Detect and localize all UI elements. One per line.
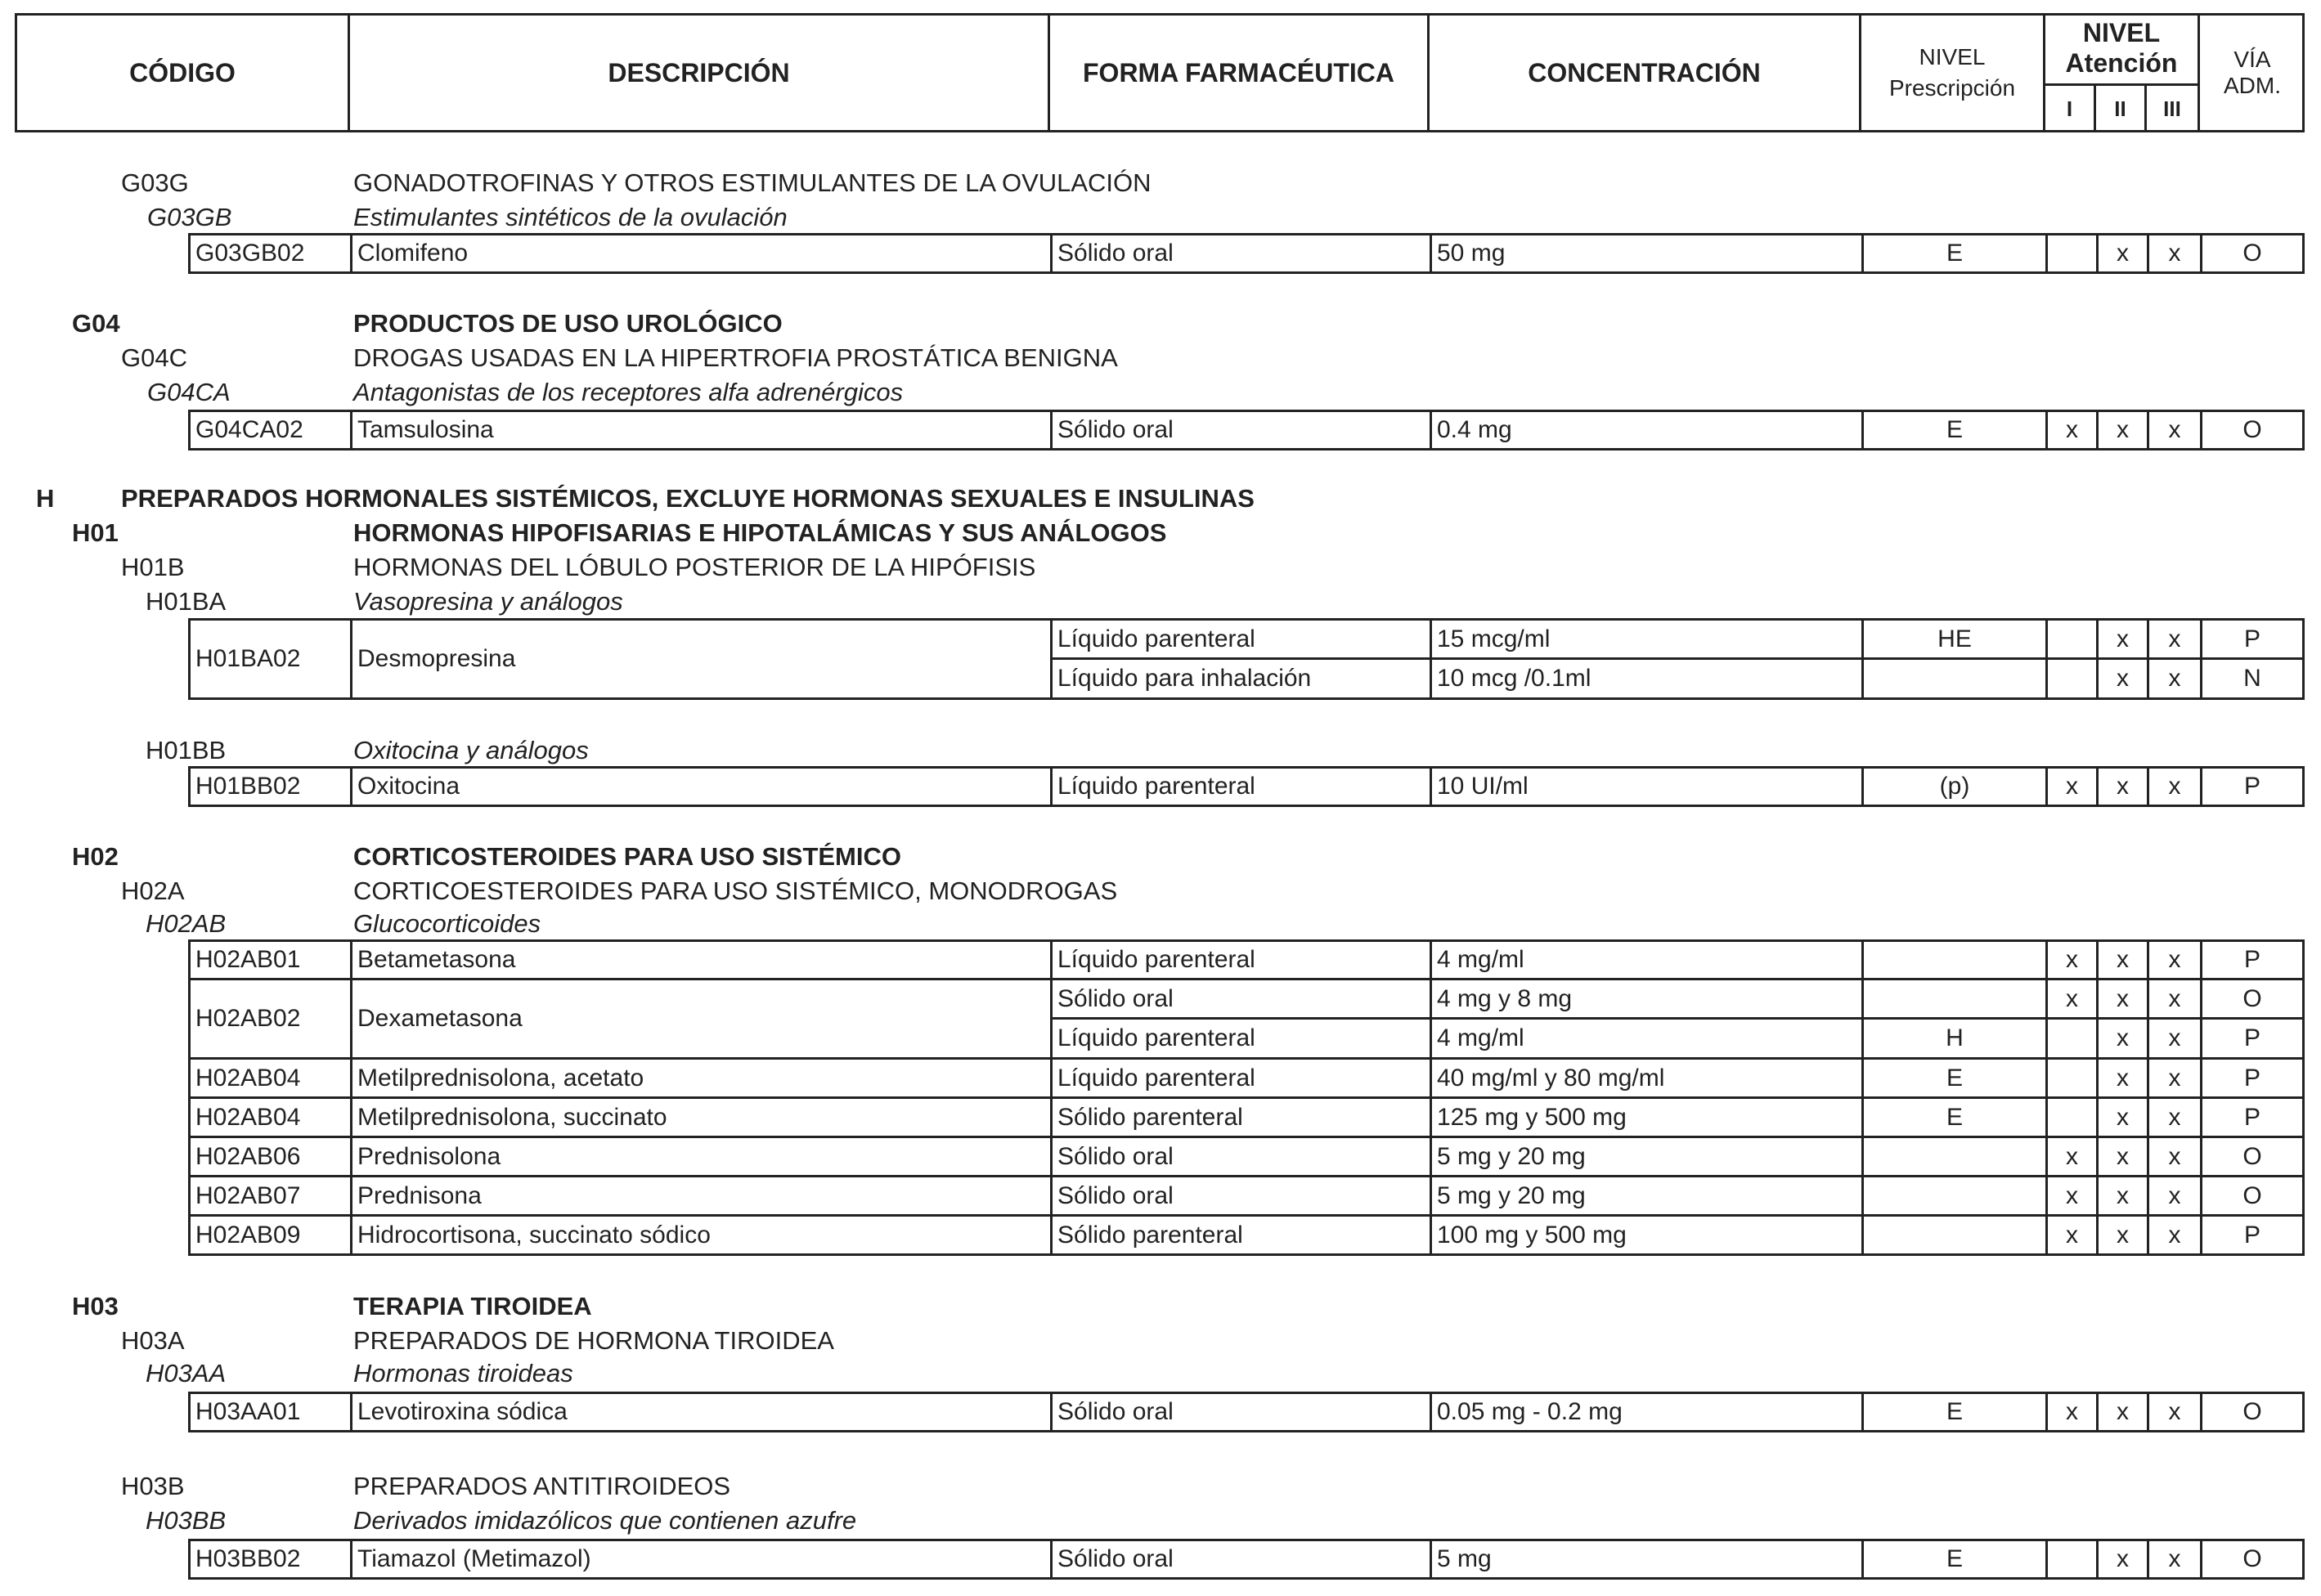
row-description: Hidrocortisona, succinato sódico: [350, 1217, 1050, 1253]
row-nivel-ii: x: [2096, 980, 2147, 1017]
section-title-h03b: PREPARADOS ANTITIROIDEOS: [353, 1472, 731, 1500]
row-nivel-i: [2045, 235, 2096, 271]
section-title-g04c: DROGAS USADAS EN LA HIPERTROFIA PROSTÁTICA BENIGNA: [353, 343, 1118, 372]
row-forma: Sólido oral: [1050, 1138, 1430, 1175]
row-nivel-prescripcion: [1861, 1217, 2045, 1253]
header-nivel-atencion-line2: Atención: [2065, 48, 2178, 78]
row-code: H02AB01: [195, 946, 301, 973]
section-title-g04: PRODUCTOS DE USO UROLÓGICO: [353, 309, 783, 338]
row-forma: Líquido parenteral: [1050, 942, 1430, 978]
header-codigo: CÓDIGO: [129, 57, 236, 87]
section-code-h03aa: H03AA: [146, 1359, 227, 1388]
row-nivel-i: x: [2045, 1138, 2096, 1175]
section-code-h01bb: H01BB: [146, 736, 227, 764]
row-nivel-iii: x: [2147, 1020, 2200, 1057]
section-code-h02: H02: [72, 842, 119, 871]
row-nivel-i: [2045, 1060, 2096, 1096]
header-concentracion: CONCENTRACIÓN: [1528, 57, 1761, 87]
row-forma: Líquido para inhalación: [1050, 660, 1430, 697]
header-nivel-ii: II: [2114, 96, 2126, 121]
section-code-h03: H03: [72, 1292, 119, 1320]
section-code-h03bb: H03BB: [146, 1506, 227, 1535]
row-nivel-ii: x: [2096, 412, 2147, 448]
row-description: Dexametasona: [350, 980, 1050, 1057]
row-nivel-prescripcion: [1861, 660, 2045, 697]
row-nivel-i: [2045, 1099, 2096, 1136]
row-nivel-prescripcion: E: [1861, 412, 2045, 448]
row-nivel-iii: x: [2147, 621, 2200, 657]
header-via-line2: ADM.: [2224, 73, 2281, 98]
section-title-h01ba: Vasopresina y análogos: [353, 587, 623, 616]
header-forma: FORMA FARMACÉUTICA: [1083, 57, 1394, 87]
row-nivel-prescripcion: [1861, 942, 2045, 978]
section-title-h02ab: Glucocorticoides: [353, 909, 541, 938]
row-nivel-prescripcion: E: [1861, 1060, 2045, 1096]
row-nivel-iii: x: [2147, 660, 2200, 697]
table-row: [188, 978, 2305, 1060]
row-concentracion: 5 mg y 20 mg: [1430, 1138, 1861, 1175]
row-nivel-ii: x: [2096, 1138, 2147, 1175]
row-nivel-iii: x: [2147, 980, 2200, 1017]
row-forma: Sólido oral: [1050, 980, 1430, 1017]
row-via: O: [2200, 1138, 2302, 1175]
row-via: P: [2200, 1020, 2302, 1057]
row-concentracion: 10 mcg /0.1ml: [1430, 660, 1861, 697]
row-nivel-i: [2045, 660, 2096, 697]
table-row: [188, 939, 2305, 980]
row-description: Levotiroxina sódica: [350, 1394, 1050, 1430]
section-title-g04ca: Antagonistas de los receptores alfa adrenérgicos: [353, 378, 904, 406]
header-nivel-prescripcion: [1861, 13, 2043, 132]
section-code-g04c: G04C: [121, 343, 187, 372]
row-nivel-i: x: [2045, 1217, 2096, 1253]
row-description: Metilprednisolona, acetato: [350, 1060, 1050, 1096]
row-forma: Sólido parenteral: [1050, 1099, 1430, 1136]
section-code-g03g: G03G: [121, 168, 189, 197]
row-concentracion: 100 mg y 500 mg: [1430, 1217, 1861, 1253]
section-code-h02ab: H02AB: [146, 909, 227, 938]
section-title-g03g: GONADOTROFINAS Y OTROS ESTIMULANTES DE LA OVULACIÓN: [353, 168, 1152, 197]
row-nivel-prescripcion: H: [1861, 1020, 2045, 1057]
row-code: H02AB04: [195, 1064, 301, 1092]
header-nivel-iii: III: [2163, 96, 2181, 121]
row-via: O: [2200, 980, 2302, 1017]
header-nivel-atencion: [2045, 13, 2198, 83]
row-concentracion: 5 mg: [1430, 1541, 1861, 1577]
section-title-h03a: PREPARADOS DE HORMONA TIROIDEA: [353, 1326, 834, 1355]
row-nivel-prescripcion: HE: [1861, 621, 2045, 657]
row-concentracion: 125 mg y 500 mg: [1430, 1099, 1861, 1136]
row-nivel-i: [2045, 621, 2096, 657]
row-nivel-i: x: [2045, 942, 2096, 978]
row-description: Oxitocina: [350, 769, 1050, 805]
row-code: H02AB07: [195, 1181, 301, 1209]
row-nivel-prescripcion: [1861, 1177, 2045, 1214]
table-row: [188, 1096, 2305, 1138]
row-nivel-iii: x: [2147, 1177, 2200, 1214]
section-code-h01b: H01B: [121, 553, 185, 581]
table-row: [188, 618, 2305, 700]
header-nivel-atencion-line1: NIVEL: [2082, 18, 2161, 47]
table-row: [188, 1175, 2305, 1217]
table-row: [188, 766, 2305, 807]
row-via: P: [2200, 769, 2302, 805]
row-nivel-iii: x: [2147, 1394, 2200, 1430]
row-concentracion: 0.05 mg - 0.2 mg: [1430, 1394, 1861, 1430]
row-forma: Líquido parenteral: [1050, 621, 1430, 657]
row-description: Prednisona: [350, 1177, 1050, 1214]
row-nivel-ii: x: [2096, 1060, 2147, 1096]
section-code-g04ca: G04CA: [147, 378, 231, 406]
row-forma: Sólido oral: [1050, 235, 1430, 271]
section-code-h: H: [36, 484, 55, 513]
row-nivel-i: x: [2045, 769, 2096, 805]
section-title-g03gb: Estimulantes sintéticos de la ovulación: [353, 203, 788, 231]
row-via: P: [2200, 942, 2302, 978]
row-via: O: [2200, 1541, 2302, 1577]
row-via: O: [2200, 1177, 2302, 1214]
row-code: G03GB02: [195, 240, 305, 267]
section-title-h01bb: Oxitocina y análogos: [353, 736, 589, 764]
row-nivel-iii: x: [2147, 1541, 2200, 1577]
row-nivel-iii: x: [2147, 235, 2200, 271]
row-forma: Líquido parenteral: [1050, 1020, 1430, 1057]
section-code-h03b: H03B: [121, 1472, 185, 1500]
row-nivel-prescripcion: (p): [1861, 769, 2045, 805]
row-description: Tamsulosina: [350, 412, 1050, 448]
row-nivel-ii: x: [2096, 660, 2147, 697]
row-code: G04CA02: [195, 416, 303, 443]
row-code: H03BB02: [195, 1545, 301, 1572]
row-nivel-iii: x: [2147, 1138, 2200, 1175]
row-concentracion: 40 mg/ml y 80 mg/ml: [1430, 1060, 1861, 1096]
row-concentracion: 10 UI/ml: [1430, 769, 1861, 805]
row-concentracion: 15 mcg/ml: [1430, 621, 1861, 657]
row-nivel-prescripcion: E: [1861, 1394, 2045, 1430]
row-nivel-prescripcion: [1861, 1138, 2045, 1175]
row-nivel-ii: x: [2096, 621, 2147, 657]
section-code-g04: G04: [72, 309, 120, 338]
table-row: [188, 1539, 2305, 1580]
row-nivel-iii: x: [2147, 942, 2200, 978]
row-description: Metilprednisolona, succinato: [350, 1099, 1050, 1136]
row-nivel-i: [2045, 1020, 2096, 1057]
row-description: Desmopresina: [350, 621, 1050, 697]
row-code: H02AB09: [195, 1221, 301, 1249]
section-title-h03bb: Derivados imidazólicos que contienen azufre: [353, 1506, 857, 1535]
row-nivel-i: x: [2045, 1394, 2096, 1430]
row-via: O: [2200, 412, 2302, 448]
row-forma: Sólido oral: [1050, 1177, 1430, 1214]
row-via: P: [2200, 621, 2302, 657]
section-code-h01ba: H01BA: [146, 587, 227, 616]
table-row: [188, 233, 2305, 274]
table-row: [188, 1392, 2305, 1432]
section-title-h03: TERAPIA TIROIDEA: [353, 1292, 592, 1320]
row-nivel-ii: x: [2096, 942, 2147, 978]
row-nivel-i: x: [2045, 1177, 2096, 1214]
row-concentracion: 50 mg: [1430, 235, 1861, 271]
row-nivel-ii: x: [2096, 1394, 2147, 1430]
row-description: Tiamazol (Metimazol): [350, 1541, 1050, 1577]
row-concentracion: 4 mg/ml: [1430, 942, 1861, 978]
table-row: [188, 410, 2305, 451]
row-nivel-ii: x: [2096, 1217, 2147, 1253]
row-code: H03AA01: [195, 1398, 301, 1425]
row-nivel-prescripcion: E: [1861, 1541, 2045, 1577]
row-forma: Sólido parenteral: [1050, 1217, 1430, 1253]
row-nivel-prescripcion: [1861, 980, 2045, 1017]
row-description: Clomifeno: [350, 235, 1050, 271]
row-forma: Líquido parenteral: [1050, 769, 1430, 805]
row-code: H02AB06: [195, 1142, 301, 1170]
header-nivel-i: I: [2066, 96, 2073, 121]
row-nivel-i: x: [2045, 980, 2096, 1017]
row-nivel-ii: x: [2096, 1099, 2147, 1136]
row-concentracion: 4 mg/ml: [1430, 1020, 1861, 1057]
row-via: P: [2200, 1217, 2302, 1253]
table-row: [188, 1057, 2305, 1099]
header-descripcion: DESCRIPCIÓN: [608, 57, 790, 87]
header-via-line1: VÍA: [2233, 47, 2271, 72]
row-nivel-ii: x: [2096, 1020, 2147, 1057]
row-forma: Sólido oral: [1050, 1394, 1430, 1430]
header-via-adm: [2200, 13, 2305, 132]
row-nivel-iii: x: [2147, 1217, 2200, 1253]
section-code-h02a: H02A: [121, 876, 185, 905]
row-nivel-i: [2045, 1541, 2096, 1577]
row-nivel-ii: x: [2096, 235, 2147, 271]
section-title-h01: HORMONAS HIPOFISARIAS E HIPOTALÁMICAS Y SUS ANÁLOGOS: [353, 518, 1167, 547]
row-nivel-ii: x: [2096, 1177, 2147, 1214]
row-code: H02AB02: [195, 1005, 301, 1032]
header-nivel-prescripcion-line1: NIVEL: [1919, 44, 1986, 69]
row-forma: Líquido parenteral: [1050, 1060, 1430, 1096]
row-description: Prednisolona: [350, 1138, 1050, 1175]
row-forma: Sólido oral: [1050, 1541, 1430, 1577]
row-via: O: [2200, 235, 2302, 271]
row-concentracion: 0.4 mg: [1430, 412, 1861, 448]
section-title-h02a: CORTICOESTEROIDES PARA USO SISTÉMICO, MONODROGAS: [353, 876, 1118, 905]
row-code: H02AB04: [195, 1103, 301, 1131]
row-nivel-iii: x: [2147, 1060, 2200, 1096]
row-nivel-ii: x: [2096, 1541, 2147, 1577]
row-concentracion: 4 mg y 8 mg: [1430, 980, 1861, 1017]
section-code-g03gb: G03GB: [147, 203, 232, 231]
row-via: N: [2200, 660, 2302, 697]
table-row: [188, 1214, 2305, 1256]
section-title-h: PREPARADOS HORMONALES SISTÉMICOS, EXCLUYE HORMONAS SEXUALES E INSULINAS: [121, 484, 1255, 513]
row-nivel-iii: x: [2147, 1099, 2200, 1136]
row-via: O: [2200, 1394, 2302, 1430]
row-via: P: [2200, 1060, 2302, 1096]
section-title-h02: CORTICOSTEROIDES PARA USO SISTÉMICO: [353, 842, 901, 871]
section-title-h03aa: Hormonas tiroideas: [353, 1359, 573, 1388]
table-row: [188, 1136, 2305, 1177]
row-forma: Sólido oral: [1050, 412, 1430, 448]
row-nivel-iii: x: [2147, 412, 2200, 448]
row-via: P: [2200, 1099, 2302, 1136]
section-code-h01: H01: [72, 518, 119, 547]
section-code-h03a: H03A: [121, 1326, 185, 1355]
row-concentracion: 5 mg y 20 mg: [1430, 1177, 1861, 1214]
row-nivel-prescripcion: E: [1861, 235, 2045, 271]
row-nivel-ii: x: [2096, 769, 2147, 805]
row-nivel-i: x: [2045, 412, 2096, 448]
header-nivel-prescripcion-line2: Prescripción: [1888, 75, 2016, 101]
section-title-h01b: HORMONAS DEL LÓBULO POSTERIOR DE LA HIPÓFISIS: [353, 553, 1036, 581]
row-nivel-iii: x: [2147, 769, 2200, 805]
row-code: H01BA02: [195, 645, 301, 672]
row-description: Betametasona: [350, 942, 1050, 978]
row-code: H01BB02: [195, 773, 301, 800]
row-nivel-prescripcion: E: [1861, 1099, 2045, 1136]
